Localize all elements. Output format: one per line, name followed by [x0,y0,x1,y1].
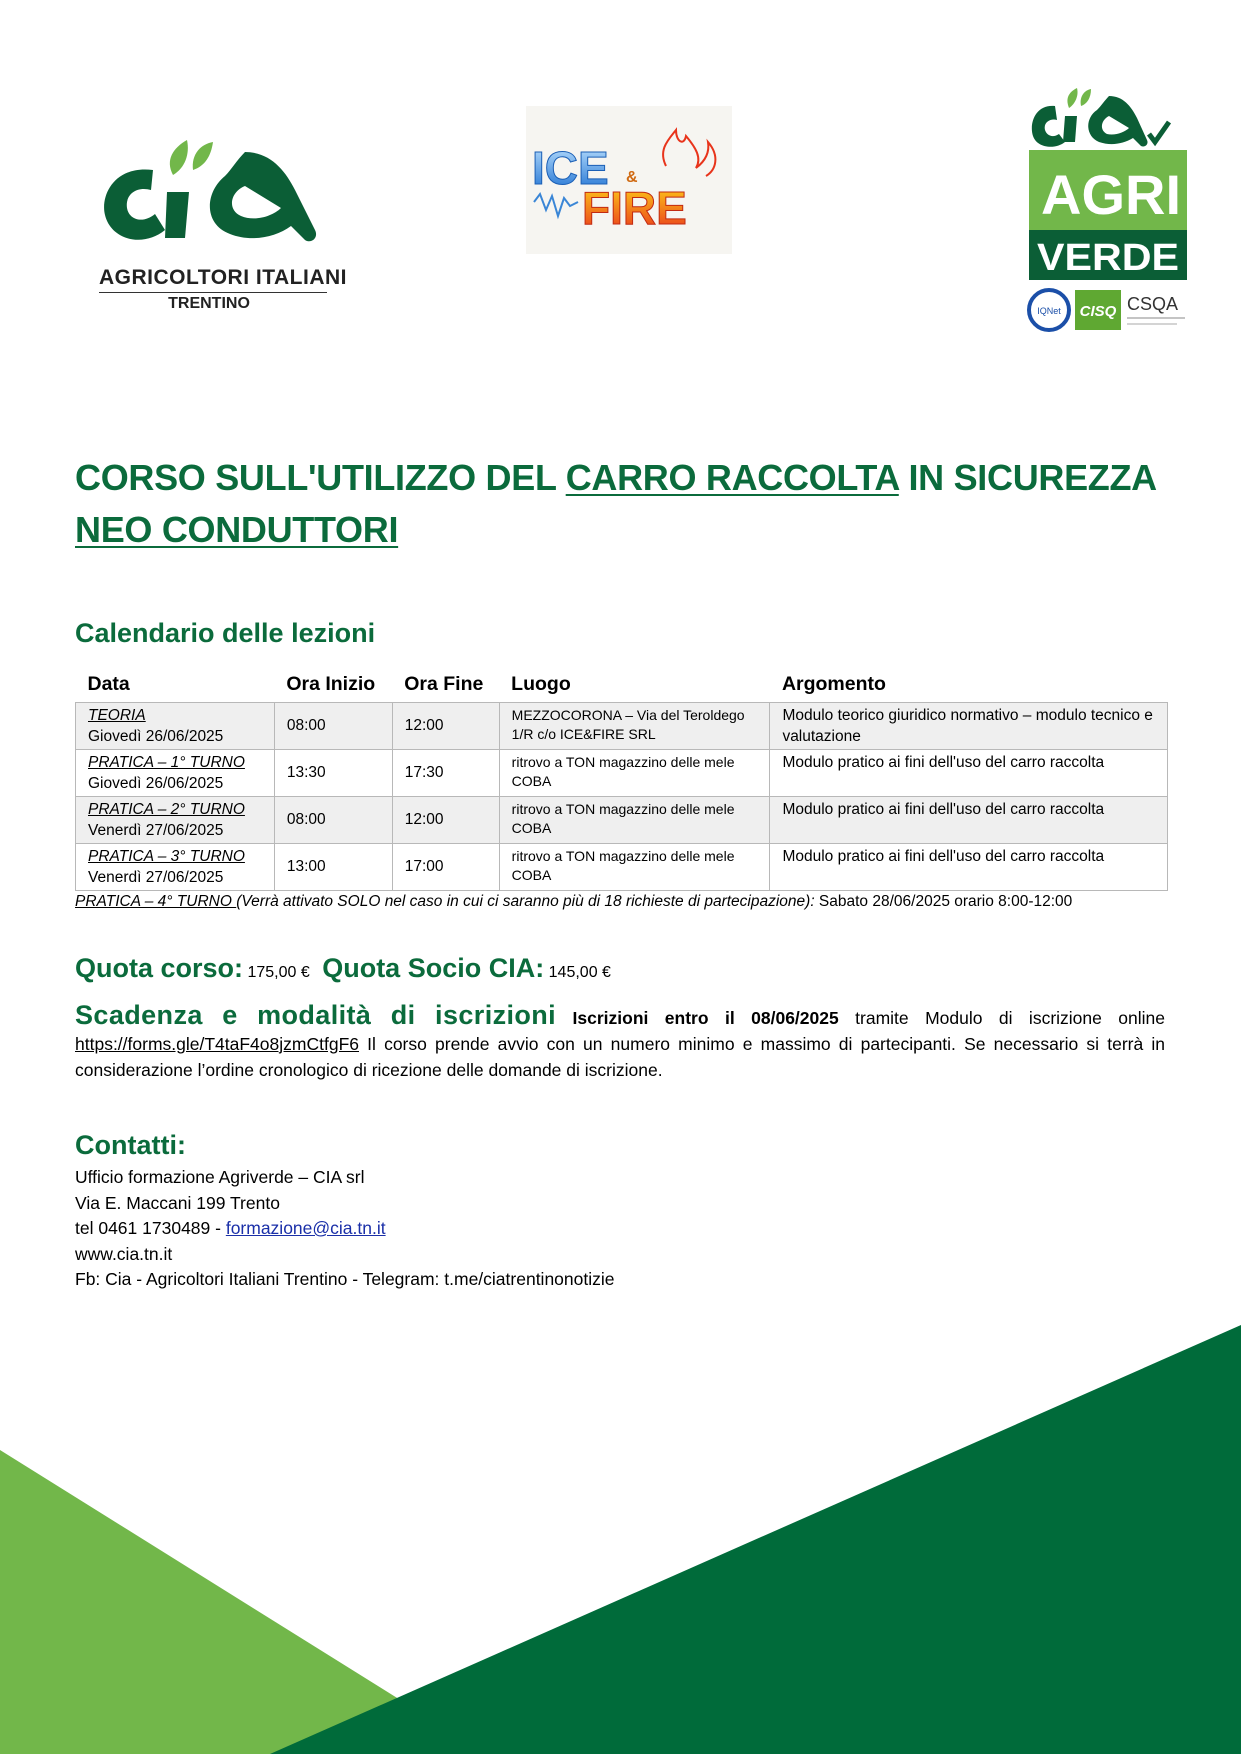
header-end: Ora Fine [404,673,484,696]
cell-date [76,843,275,890]
cell-place: ritrovo a TON magazzino delle mele COBA [499,843,770,890]
ice-fire-logo [526,106,732,254]
cia-brand-mark [95,130,331,250]
table-row [76,702,1168,749]
registration-text2: Il corso prende avvio con un numero minimo e massimo di partecipanti. Se necessario si terrà in considerazione l’ordine cronologico di ricezione delle domande di iscrizione. [75,1034,1165,1080]
note-tag: PRATICA – 4° TURNO [75,893,237,910]
contact-email-link[interactable]: formazione@cia.tn.it [225,1218,386,1238]
session-date: Venerdì 27/06/2025 [88,821,224,839]
session-date: Giovedì 26/06/2025 [88,774,224,792]
cell-topic: Modulo pratico ai fini dell'uso del carro raccolta [770,843,1168,890]
cell-end: 12:00 [392,796,499,843]
session-tag: TEORIA [88,706,146,724]
contacts-block [75,1165,615,1293]
fire-word: FIRE [582,182,687,234]
table-row [76,749,1168,796]
agriverde-mark [1027,84,1189,332]
fourth-shift-note [75,893,1185,911]
header-topic: Argomento [781,673,886,696]
cisq-label: CISQ [1079,303,1117,320]
cell-topic: Modulo pratico ai fini dell'uso del carro raccolta [770,796,1168,843]
agriverde-logo [1027,84,1189,332]
cell-start: 08:00 [274,702,392,749]
cell-end: 17:30 [392,749,499,796]
cia-trentino-logo [95,130,347,320]
cell-topic: Modulo teorico giuridico normativo – modulo tecnico e valutazione [770,702,1168,749]
cia-logo-line2: TRENTINO [168,295,250,312]
light-green-triangle [0,1450,410,1754]
header-place: Luogo [511,673,571,696]
dark-green-triangle [270,1325,1241,1754]
contact-social: Fb: Cia - Agricoltori Italiani Trentino - Telegram: t.me/ciatrentinonotizie [75,1269,615,1289]
verde-word: VERDE [1037,237,1179,279]
table-row [76,843,1168,890]
course-title [75,452,1185,556]
title-part1: CORSO SULL'UTILIZZO DEL [75,457,566,498]
contact-phone-line [75,1216,615,1242]
price-section [75,953,619,984]
ice-word: ICE [532,142,609,194]
cell-end: 12:00 [392,702,499,749]
note-schedule: Sabato 28/06/2025 orario 8:00-12:00 [814,893,1073,910]
ampersand: & [626,169,638,186]
cell-place: ritrovo a TON magazzino delle mele COBA [499,749,770,796]
table-row [76,796,1168,843]
session-tag: PRATICA – 2° TURNO [88,800,245,818]
registration-deadline: Iscrizioni entro il 08/06/2025 [572,1008,839,1028]
iqnet-label: IQNet [1037,306,1061,316]
note-condition: (Verrà attivato SOLO nel caso in cui ci saranno più di 18 richieste di partecipazione): [236,893,815,910]
contact-website[interactable]: www.cia.tn.it [75,1243,173,1264]
contact-address: Via E. Maccani 199 Trento [75,1192,280,1213]
cell-end: 17:00 [392,843,499,890]
contact-office: Ufficio formazione Agriverde – CIA srl [75,1167,365,1187]
cell-place: MEZZOCORONA – Via del Teroldego 1/R c/o ICE&FIRE SRL [499,702,770,749]
contact-phone: tel 0461 1730489 - [75,1218,226,1238]
ice-fire-mark [526,106,732,254]
price-value: 175,00 € [247,964,310,981]
registration-text1: tramite Modulo di iscrizione online [838,1008,1166,1028]
session-date: Venerdì 27/06/2025 [88,868,224,886]
cell-date [76,702,275,749]
header-data: Data [87,673,130,696]
title-part2: CARRO RACCOLTA [565,457,899,498]
cell-start: 13:00 [274,843,392,890]
registration-heading: Scadenza e modalità di iscrizioni [75,1000,557,1030]
csqa-label: CSQA [1127,294,1179,314]
registration-section [75,1002,1165,1083]
header-start: Ora Inizio [286,673,376,696]
session-tag: PRATICA – 1° TURNO [88,753,245,771]
member-price-value: 145,00 € [548,964,611,981]
title-part3: IN SICUREZZA [898,457,1157,498]
cell-date [76,749,275,796]
cell-start: 08:00 [274,796,392,843]
agri-word: AGRI [1041,163,1181,226]
calendar-heading: Calendario delle lezioni [75,618,376,648]
title-part4: NEO CONDUTTORI [75,509,399,550]
cell-place: ritrovo a TON magazzino delle mele COBA [499,796,770,843]
calendar-table [75,668,1168,891]
session-tag: PRATICA – 3° TURNO [88,847,245,865]
contacts-heading: Contatti: [75,1130,186,1160]
registration-form-link[interactable]: https://forms.gle/T4taF4o8jzmCtfgF6 [75,1034,359,1054]
session-date: Giovedì 26/06/2025 [88,727,224,745]
cell-start: 13:30 [274,749,392,796]
price-label: Quota corso: [75,953,244,983]
table-header-row [76,668,1168,702]
cia-logo-line1: AGRICOLTORI ITALIANI [99,266,327,293]
cell-topic: Modulo pratico ai fini dell'uso del carro raccolta [770,749,1168,796]
bottom-green-decoration [0,1320,1241,1754]
cell-date [76,796,275,843]
member-price-label: Quota Socio CIA: [322,953,545,983]
